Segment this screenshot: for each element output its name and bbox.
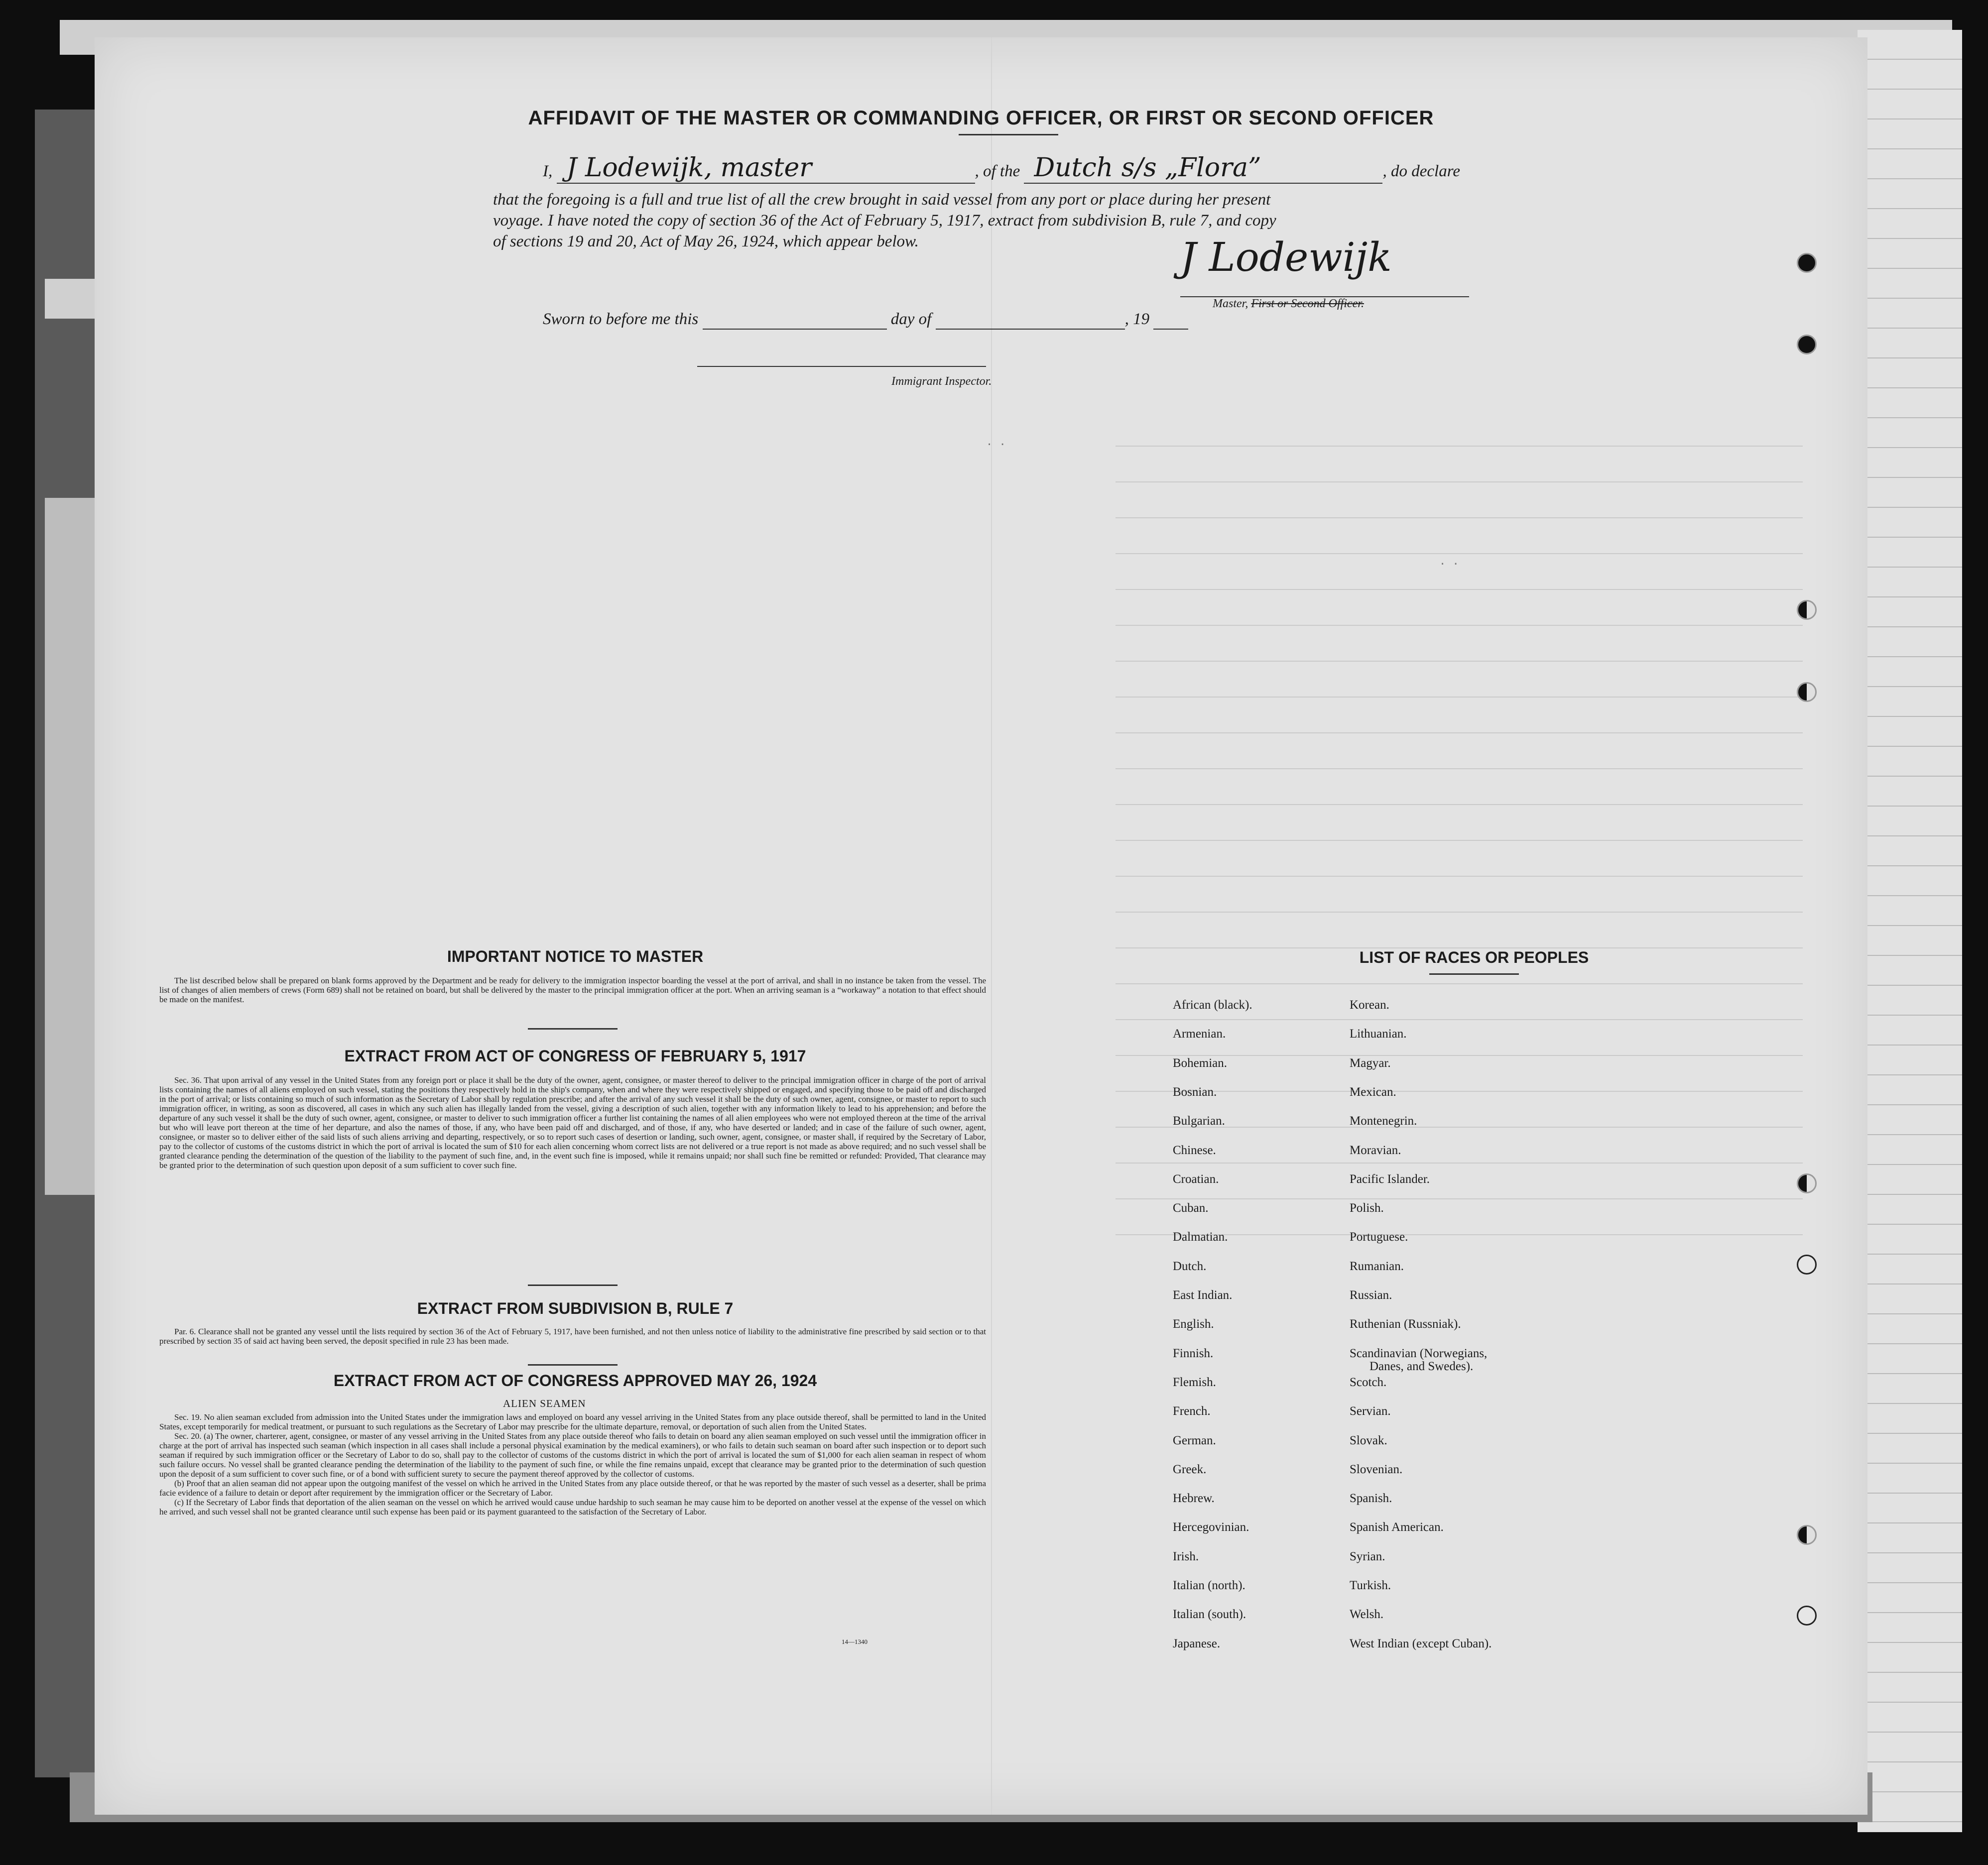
- affidavit-body-2: voyage. I have noted the copy of section 36 of the Act of February 5, 1917, extract from subdivision B, rule 7, and copy: [493, 212, 1276, 230]
- affidavit-title: AFFIDAVIT OF THE MASTER OR COMMANDING OFFICER, OR FIRST OR SECOND OFFICER: [528, 107, 1434, 129]
- race-item: Polish.: [1350, 1201, 1384, 1215]
- bleed-through-rule: [1116, 804, 1803, 805]
- bleed-through-rule: [1116, 589, 1803, 590]
- race-item: Mexican.: [1350, 1085, 1396, 1099]
- section-36-paragraph: Sec. 36. That upon arrival of any vessel in the United States from any foreign port or place it shall be the duty of the owner, agent, consignee, or master thereof to deliver to the principal immigration officer in charge of the port of arrival lists containing the names of all aliens employed on such vessel, stating the positions they respectively hold in the ship's company, when and where they were respectively shipped or engaged, and specifying those to be paid off and discharged in the port of arrival; or lists containing so much of such information as the Secretary of Labor shall by regulation prescribe; and after the arrival of any such vessel it shall be the duty of such owner, agent, consignee, or master to report to such immigration officer, in writing, as soon as discovered, all cases in which any such alien has illegally landed from the vessel, giving a description of such alien, together with any information likely to lead to his apprehension; and before the departure of any such vessel it shall be the duty of such owner, agent, consignee, or master to deliver to such immigration officer a further list containing the names of all alien employees who were not employed thereon at the time of the arrival but who will leave port thereon at the time of her departure, and also the names of those, if any, who have been paid off and discharged, and of those, if any, who have deserted or landed; and in case of the failure of such owner, agent, consignee, or master so to deliver either of the said lists of such aliens arriving and departing, respectively, or so to report such cases of desertion or landing, such owner, agent, consignee, or master shall, if required by the Secretary of Labor, pay to the collector of customs of the customs district in which the port of arrival is located the sum of $10 for each alien concerning whom correct lists are not delivered or a true report is not made as above required; and no such vessel shall be granted clearance pending the determination of the question of the liability to the payment of such fine, and, in the event such fine is imposed, while it remains unpaid; nor shall such fine be remitted or refunded: Provided, That clearance may be granted prior to the determination of such question upon deposit of a sum sufficient to cover such fine.: [159, 1075, 986, 1170]
- sworn-year-field: [1153, 310, 1188, 330]
- race-item: Scandinavian (Norwegians,: [1350, 1346, 1488, 1360]
- alien-seamen-subtitle: ALIEN SEAMEN: [503, 1398, 586, 1409]
- race-item: Montenegrin.: [1350, 1114, 1417, 1128]
- race-item: Pacific Islander.: [1350, 1172, 1430, 1186]
- extract-1917-text: [159, 1075, 986, 1170]
- race-item: Chinese.: [1173, 1143, 1216, 1157]
- bleed-through-rule: [1116, 876, 1803, 877]
- title-underline: [959, 134, 1058, 135]
- extract-1924-title: EXTRACT FROM ACT OF CONGRESS APPROVED MAY 26, 1924: [333, 1372, 817, 1390]
- race-item: Servian.: [1350, 1404, 1391, 1418]
- race-item: Cuban.: [1173, 1201, 1209, 1215]
- race-item: West Indian (except Cuban).: [1350, 1636, 1492, 1650]
- sworn-day-field: [703, 310, 887, 330]
- extract-1917-rule: [528, 1284, 618, 1286]
- notice-text: [159, 976, 986, 1004]
- binder-tab: [45, 498, 100, 1195]
- section-19-paragraph: Sec. 19. No alien seaman excluded from admission into the United States under the immigration laws and employed on board any vessel arriving in the United States from any place outside thereof, shall be permitted to land in the United States, except temporarily for medical treatment, or pursuant to such regulations as the Secretary of Labor may prescribe for the ultimate departure, removal, or deportation of such alien from the United States.: [159, 1412, 986, 1431]
- race-item: Finnish.: [1173, 1346, 1214, 1360]
- race-item: Bulgarian.: [1173, 1114, 1225, 1128]
- race-item: Korean.: [1350, 998, 1389, 1012]
- race-item: Spanish.: [1350, 1492, 1392, 1506]
- race-item: Bohemian.: [1173, 1056, 1228, 1070]
- race-item: French.: [1173, 1404, 1211, 1418]
- race-item: Croatian.: [1173, 1172, 1219, 1186]
- race-item: Dutch.: [1173, 1259, 1207, 1273]
- race-item: Italian (north).: [1173, 1579, 1245, 1592]
- section-20c-paragraph: (c) If the Secretary of Labor finds that deportation of the alien seaman on the vessel on which he arrived would cause undue hardship to such seaman he may cause him to be deported on another vessel at the expense of the vessel on which he arrived, and such vessel shall not be granted clearance until such expense has been paid or its payment guaranteed to the satisfaction of the Secretary of Labor.: [159, 1498, 986, 1516]
- race-item: Bosnian.: [1173, 1085, 1217, 1099]
- binder-hole: [1797, 335, 1817, 354]
- bleed-through-rule: [1116, 517, 1803, 518]
- binder-hole: [1797, 1173, 1817, 1193]
- bleed-through-rule: [1116, 625, 1803, 626]
- race-item: Ruthenian (Russniak).: [1350, 1317, 1461, 1331]
- race-item: Magyar.: [1350, 1056, 1391, 1070]
- section-20b-paragraph: (b) Proof that an alien seaman did not appear upon the outgoing manifest of the vessel on which he arrived in the United States from any place outside thereof, or that he was reported by the master of such vessel as a deserter, shall be prima facie evidence of a failure to detain or deport after requirement by the immigration officer or the Secretary of Labor.: [159, 1479, 986, 1498]
- race-item: German.: [1173, 1433, 1216, 1447]
- rule7-rule: [528, 1364, 618, 1366]
- race-item: Hercegovinian.: [1173, 1520, 1249, 1534]
- signature-label-master: Master,: [1213, 297, 1248, 310]
- binder-hole: [1797, 1606, 1817, 1626]
- race-item: English.: [1173, 1317, 1214, 1331]
- bleed-through-rule: [1116, 1163, 1803, 1164]
- race-item: Moravian.: [1350, 1143, 1401, 1157]
- inspector-signature-line: [697, 366, 986, 367]
- declaration-line: [543, 153, 1460, 184]
- page-fold: [991, 37, 992, 1815]
- extract-1917-title: EXTRACT FROM ACT OF CONGRESS OF FEBRUARY 5, 1917: [344, 1047, 806, 1065]
- notice-title: IMPORTANT NOTICE TO MASTER: [447, 947, 704, 965]
- sworn-line: [543, 310, 1188, 330]
- vessel-name: Dutch s/s „Flora”: [1034, 153, 1261, 183]
- race-item: Rumanian.: [1350, 1259, 1404, 1273]
- race-item: Armenian.: [1173, 1027, 1226, 1041]
- sworn-label: Sworn to before me this: [543, 310, 699, 328]
- extract-1924-text: [159, 1412, 986, 1516]
- race-item: Irish.: [1173, 1549, 1199, 1563]
- signature-label: [1213, 297, 1364, 311]
- race-item: Welsh.: [1350, 1608, 1384, 1622]
- underlying-ruled-page: [1858, 30, 1962, 1832]
- race-item: Danes, and Swedes).: [1369, 1359, 1474, 1373]
- races-title: LIST OF RACES OR PEOPLES: [1359, 948, 1589, 966]
- race-item: Slovak.: [1350, 1433, 1387, 1447]
- race-item: East Indian.: [1173, 1288, 1233, 1302]
- day-of-label: day of: [890, 310, 932, 328]
- race-item: Italian (south).: [1173, 1608, 1246, 1622]
- bleed-through-rule: [1116, 661, 1803, 662]
- races-underline: [1429, 973, 1519, 975]
- race-item: Portuguese.: [1350, 1230, 1408, 1244]
- race-item: Lithuanian.: [1350, 1027, 1407, 1041]
- section-20a-paragraph: Sec. 20. (a) The owner, charterer, agent, consignee, or master of any vessel arriving in the United States from any place outside thereof who fails to detain on board any alien seaman employed on such vessel until the immigration officer in charge at the port of arrival has inspected such seaman (which inspection in all cases shall include a personal physical examination by the medical examiners), or who fails to detain such seaman on board after such inspection or to deport such seaman if required by such immigration officer or the Secretary of Labor to do so, shall pay to the collector of customs of the customs district in which the port of arrival is located the sum of $1,000 for each alien seaman in respect of whom such failure occurs. No vessel shall be granted clearance pending the determination of the liability to the payment of such fine, or while the fine remains unpaid, except that clearance may be granted prior to the determination of such question upon the deposit of a sum sufficient to cover such fine, or of a bond with sufficient surety to secure the payment thereof approved by the collector of customs.: [159, 1431, 986, 1479]
- binder-hole: [1797, 1525, 1817, 1545]
- sworn-month-field: [936, 310, 1125, 330]
- race-item: Hebrew.: [1173, 1492, 1215, 1506]
- rule7-text: [159, 1327, 986, 1346]
- of-the-label: , of the: [975, 162, 1020, 180]
- bleed-through-rule: [1116, 768, 1803, 769]
- race-item: Dalmatian.: [1173, 1230, 1228, 1244]
- affidavit-body-3: of sections 19 and 20, Act of May 26, 1924, which appear below.: [493, 233, 919, 250]
- master-name-field: [557, 153, 975, 184]
- document-page: [95, 37, 1867, 1815]
- bleed-through-rule: [1116, 1019, 1803, 1020]
- bleed-through-rule: [1116, 553, 1803, 554]
- race-item: Syrian.: [1350, 1549, 1385, 1563]
- bleed-through-rule: [1116, 1198, 1803, 1199]
- binder-hole: [1797, 1255, 1817, 1275]
- i-prefix: I,: [543, 162, 553, 180]
- do-declare-label: , do declare: [1382, 162, 1460, 180]
- signature-label-struck: First or Second Officer.: [1251, 297, 1364, 310]
- race-item: African (black).: [1173, 998, 1252, 1012]
- race-item: Scotch.: [1350, 1375, 1387, 1389]
- year-prefix: , 19: [1124, 310, 1150, 328]
- affidavit-body-1: that the foregoing is a full and true list of all the crew brought in said vessel from any port or place during her present: [493, 191, 1271, 209]
- race-item: Slovenian.: [1350, 1462, 1403, 1476]
- master-signature: J Lodewijk: [1180, 234, 1392, 280]
- bleed-through-rule: [1116, 481, 1803, 482]
- binder-hole: [1797, 253, 1817, 273]
- race-item: Spanish American.: [1350, 1520, 1444, 1534]
- bleed-through-rule: [1116, 446, 1803, 447]
- bleed-through-rule: [1116, 983, 1803, 984]
- bleed-through-marks: . .: [1439, 555, 1459, 568]
- vessel-field: [1024, 153, 1382, 184]
- form-number: 14—1340: [842, 1638, 868, 1645]
- binder-hole: [1797, 682, 1817, 702]
- race-item: Russian.: [1350, 1288, 1392, 1302]
- race-item: Greek.: [1173, 1462, 1207, 1476]
- bleed-through-marks: . .: [986, 436, 1006, 448]
- binder-hole: [1797, 600, 1817, 620]
- bleed-through-rule: [1116, 732, 1803, 733]
- rule7-paragraph: Par. 6. Clearance shall not be granted any vessel until the lists required by section 36 of the Act of February 5, 1917, have been furnished, and not then unless notice of liability to the administrative fine prescribed by said section or to that prescribed by section 35 of said act having been served, the deposit specified in rule 23 has been made.: [159, 1327, 986, 1346]
- notice-paragraph: The list described below shall be prepared on blank forms approved by the Department and be ready for delivery to the immigration inspector boarding the vessel at the port of arrival, and shall in no instance be taken from the vessel. The list of changes of alien members of crews (Form 689) shall not be retained on board, but shall be delivered by the master to the principal immigration officer at the port. When an arriving seaman is a “workaway” a notation to that effect should be made on the manifest.: [159, 976, 986, 1004]
- bleed-through-rule: [1116, 1091, 1803, 1092]
- bleed-through-rule: [1116, 912, 1803, 913]
- inspector-label: Immigrant Inspector.: [891, 375, 992, 388]
- race-item: Flemish.: [1173, 1375, 1216, 1389]
- notice-rule: [528, 1028, 618, 1030]
- master-name: J Lodewijk, master: [566, 153, 812, 183]
- bleed-through-rule: [1116, 840, 1803, 841]
- bleed-through-rule: [1116, 697, 1803, 698]
- rule7-title: EXTRACT FROM SUBDIVISION B, RULE 7: [417, 1299, 734, 1317]
- race-item: Turkish.: [1350, 1579, 1391, 1592]
- race-item: Japanese.: [1173, 1636, 1221, 1650]
- binder-tab: [45, 279, 100, 319]
